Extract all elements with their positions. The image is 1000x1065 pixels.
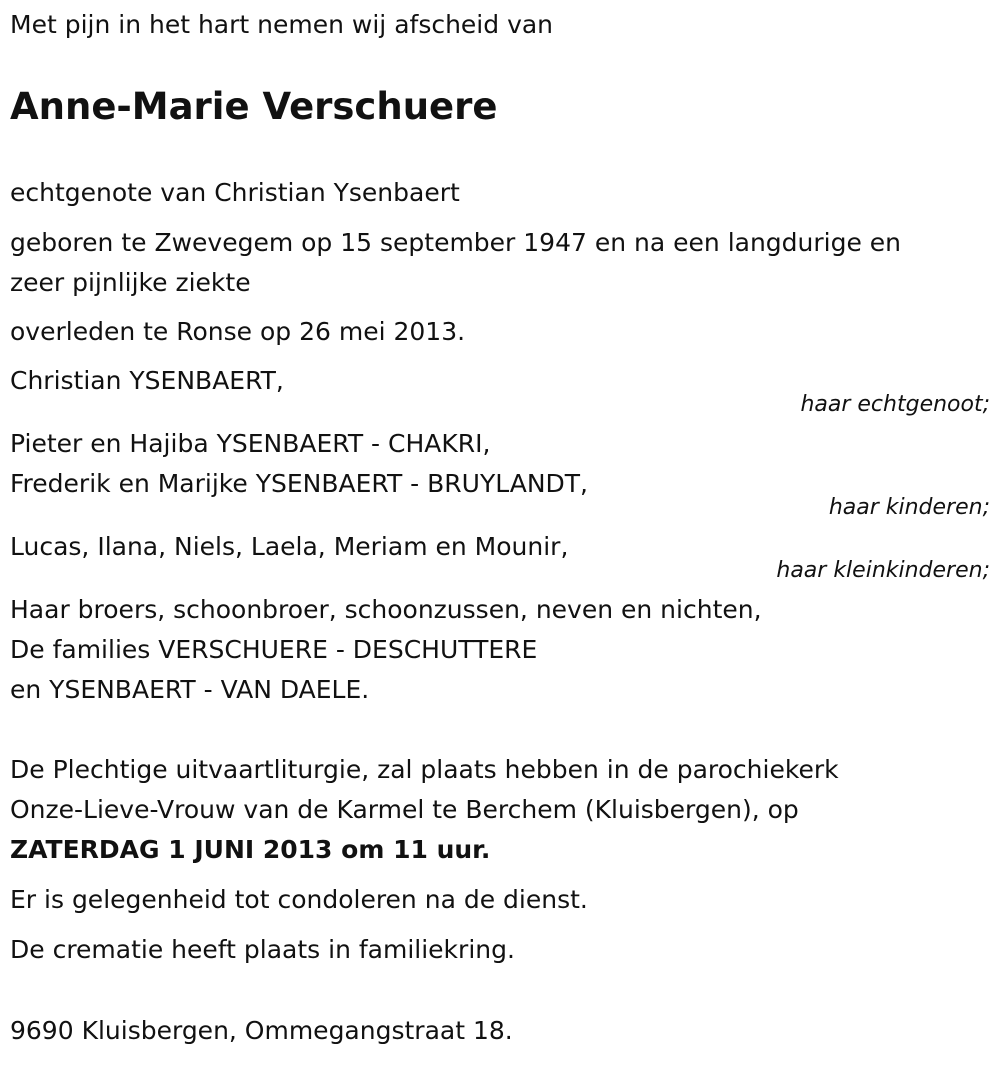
relatives-line: en YSENBAERT - VAN DAELE. bbox=[10, 675, 370, 704]
cremation-line: De crematie heeft plaats in familiekring. bbox=[10, 935, 515, 964]
spouse-relation: haar echtgenoot; bbox=[800, 392, 990, 417]
child-line: Pieter en Hajiba YSENBAERT - CHAKRI, bbox=[10, 429, 491, 458]
relatives-line: De families VERSCHUERE - DESCHUTTERE bbox=[10, 635, 538, 664]
address-line: 9690 Kluisbergen, Ommegangstraat 18. bbox=[10, 1016, 513, 1045]
grandchildren-line: Lucas, Ilana, Niels, Laela, Meriam en Mounir, bbox=[10, 532, 569, 561]
child-line: Frederik en Marijke YSENBAERT - BRUYLANDT, bbox=[10, 469, 589, 498]
grandchildren-relation: haar kleinkinderen; bbox=[776, 558, 990, 583]
ceremony-date-time: ZATERDAG 1 JUNI 2013 om 11 uur. bbox=[10, 835, 491, 864]
death-line: overleden te Ronse op 26 mei 2013. bbox=[10, 317, 466, 346]
ceremony-line-1: De Plechtige uitvaartliturgie, zal plaats hebben in de parochiekerk bbox=[10, 755, 839, 784]
ceremony-line-2: Onze-Lieve-Vrouw van de Karmel te Berchem (Kluisbergen), op bbox=[10, 795, 799, 824]
relatives-line: Haar broers, schoonbroer, schoonzussen, neven en nichten, bbox=[10, 595, 762, 624]
children-relation: haar kinderen; bbox=[828, 495, 990, 520]
deceased-name: Anne-Marie Verschuere bbox=[10, 85, 498, 128]
birth-line-1: geboren te Zwevegem op 15 september 1947 en na een langdurige en bbox=[10, 228, 902, 257]
spouse-line: echtgenote van Christian Ysenbaert bbox=[10, 178, 460, 207]
intro-text: Met pijn in het hart nemen wij afscheid van bbox=[10, 10, 554, 39]
condolence-line: Er is gelegenheid tot condoleren na de dienst. bbox=[10, 885, 588, 914]
spouse-name: Christian YSENBAERT, bbox=[10, 366, 284, 395]
birth-line-2: zeer pijnlijke ziekte bbox=[10, 268, 251, 297]
